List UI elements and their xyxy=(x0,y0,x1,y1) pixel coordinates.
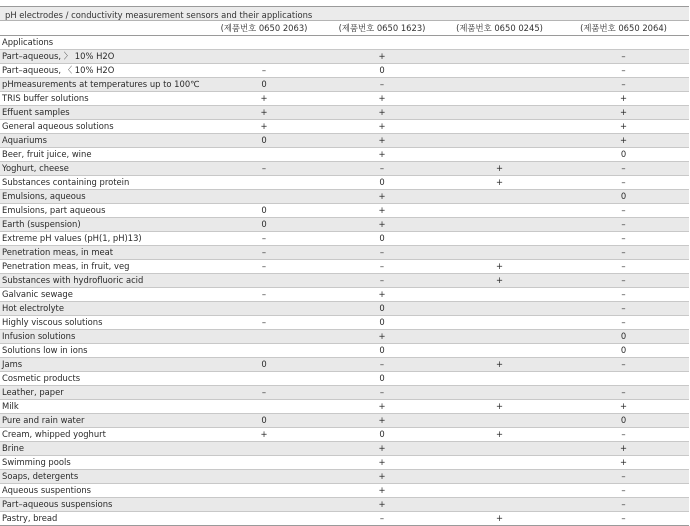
suitability-cell xyxy=(205,484,323,498)
suitability-cell xyxy=(441,498,558,512)
suitability-cell: + xyxy=(323,106,441,120)
suitability-cell xyxy=(441,442,558,456)
suitability-cell: – xyxy=(558,176,689,190)
application-name: Infusion solutions xyxy=(0,330,205,344)
application-name: Pastry, bread xyxy=(0,512,205,526)
suitability-cell: – xyxy=(205,64,323,78)
table-title: pH electrodes / conductivity measurement sensors and their applications xyxy=(0,6,689,21)
suitability-cell: – xyxy=(205,246,323,260)
suitability-cell: 0 xyxy=(323,176,441,190)
suitability-cell xyxy=(205,148,323,162)
suitability-cell xyxy=(441,106,558,120)
suitability-cell: – xyxy=(558,78,689,92)
suitability-cell: + xyxy=(323,120,441,134)
suitability-cell: – xyxy=(558,246,689,260)
table-row xyxy=(0,218,689,232)
table-row xyxy=(0,232,689,246)
suitability-cell xyxy=(441,50,558,64)
suitability-cell: 0 xyxy=(205,204,323,218)
suitability-cell: + xyxy=(205,120,323,134)
application-name: Emulsions, part aqueous xyxy=(0,204,205,218)
suitability-cell: + xyxy=(558,120,689,134)
application-name: Substances containing protein xyxy=(0,176,205,190)
suitability-cell: + xyxy=(558,134,689,148)
suitability-cell xyxy=(441,134,558,148)
table-row xyxy=(0,50,689,64)
application-name: Effuent samples xyxy=(0,106,205,120)
suitability-cell xyxy=(205,274,323,288)
suitability-cell: + xyxy=(323,134,441,148)
application-name: Aqueous suspentions xyxy=(0,484,205,498)
suitability-cell xyxy=(441,302,558,316)
suitability-cell: – xyxy=(323,358,441,372)
suitability-cell xyxy=(205,330,323,344)
table-row xyxy=(0,484,689,498)
suitability-cell xyxy=(205,400,323,414)
suitability-cell xyxy=(205,176,323,190)
table-row xyxy=(0,358,689,372)
application-name: Highly viscous solutions xyxy=(0,316,205,330)
suitability-cell: – xyxy=(205,386,323,400)
suitability-cell: – xyxy=(205,232,323,246)
table-row xyxy=(0,498,689,512)
suitability-cell xyxy=(205,190,323,204)
suitability-cell: – xyxy=(558,162,689,176)
table-row xyxy=(0,330,689,344)
suitability-cell xyxy=(441,246,558,260)
suitability-cell: + xyxy=(441,176,558,190)
table-row xyxy=(0,204,689,218)
suitability-cell: – xyxy=(558,274,689,288)
column-header: (제품번호 0650 1623) xyxy=(323,21,441,36)
suitability-cell xyxy=(441,484,558,498)
suitability-cell: + xyxy=(323,456,441,470)
suitability-cell: – xyxy=(205,260,323,274)
suitability-cell xyxy=(441,78,558,92)
table-row xyxy=(0,456,689,470)
suitability-cell xyxy=(205,470,323,484)
suitability-cell: 0 xyxy=(323,372,441,386)
application-name: Soaps, detergents xyxy=(0,470,205,484)
suitability-cell: + xyxy=(323,442,441,456)
table-row xyxy=(0,246,689,260)
table-row xyxy=(0,176,689,190)
suitability-cell xyxy=(441,330,558,344)
suitability-cell: – xyxy=(558,498,689,512)
application-name: Milk xyxy=(0,400,205,414)
application-name: Jams xyxy=(0,358,205,372)
suitability-cell xyxy=(441,232,558,246)
suitability-cell: 0 xyxy=(205,358,323,372)
suitability-cell: + xyxy=(441,512,558,526)
suitability-cell: + xyxy=(441,358,558,372)
application-name: Emulsions, aqueous xyxy=(0,190,205,204)
suitability-cell xyxy=(558,372,689,386)
table-row xyxy=(0,288,689,302)
table-row xyxy=(0,470,689,484)
suitability-cell: 0 xyxy=(323,428,441,442)
suitability-cell: – xyxy=(558,428,689,442)
suitability-cell: – xyxy=(558,358,689,372)
suitability-cell: + xyxy=(558,106,689,120)
suitability-cell xyxy=(441,92,558,106)
suitability-cell: + xyxy=(323,148,441,162)
suitability-cell: – xyxy=(558,302,689,316)
application-name: Pure and rain water xyxy=(0,414,205,428)
suitability-cell: 0 xyxy=(558,148,689,162)
section-row xyxy=(0,36,689,50)
suitability-cell: + xyxy=(323,190,441,204)
table-row xyxy=(0,344,689,358)
table-row xyxy=(0,372,689,386)
suitability-cell: + xyxy=(441,400,558,414)
suitability-cell xyxy=(441,386,558,400)
suitability-cell: – xyxy=(323,512,441,526)
suitability-cell: + xyxy=(205,106,323,120)
application-name: Cosmetic products xyxy=(0,372,205,386)
application-name: Hot electrolyte xyxy=(0,302,205,316)
suitability-cell: – xyxy=(558,204,689,218)
suitability-cell xyxy=(441,344,558,358)
suitability-cell xyxy=(441,456,558,470)
table-row xyxy=(0,414,689,428)
suitability-cell: – xyxy=(323,274,441,288)
suitability-cell: – xyxy=(558,512,689,526)
table-row xyxy=(0,386,689,400)
application-name: Penetration meas, in fruit, veg xyxy=(0,260,205,274)
suitability-cell xyxy=(441,414,558,428)
suitability-cell: 0 xyxy=(323,316,441,330)
suitability-cell: – xyxy=(558,218,689,232)
table-row xyxy=(0,442,689,456)
suitability-cell xyxy=(205,50,323,64)
application-name: Part–aqueous, 〈 10% H2O xyxy=(0,64,205,78)
application-name: Galvanic sewage xyxy=(0,288,205,302)
suitability-cell: – xyxy=(323,78,441,92)
application-name: Yoghurt, cheese xyxy=(0,162,205,176)
table-row xyxy=(0,316,689,330)
application-name: TRIS buffer solutions xyxy=(0,92,205,106)
suitability-cell xyxy=(441,316,558,330)
suitability-cell xyxy=(205,372,323,386)
suitability-cell: + xyxy=(205,428,323,442)
table-row xyxy=(0,120,689,134)
document xyxy=(0,6,689,526)
suitability-cell xyxy=(441,372,558,386)
suitability-cell: 0 xyxy=(558,344,689,358)
suitability-cell: 0 xyxy=(323,64,441,78)
applications-table xyxy=(0,21,689,526)
suitability-cell: – xyxy=(558,316,689,330)
suitability-cell: 0 xyxy=(205,218,323,232)
suitability-cell: + xyxy=(558,442,689,456)
suitability-cell: 0 xyxy=(205,414,323,428)
column-header: (제품번호 0650 2063) xyxy=(205,21,323,36)
suitability-cell: + xyxy=(441,162,558,176)
application-name: Swimming pools xyxy=(0,456,205,470)
suitability-cell xyxy=(441,204,558,218)
suitability-cell xyxy=(205,302,323,316)
suitability-cell: + xyxy=(323,498,441,512)
suitability-cell xyxy=(205,344,323,358)
suitability-cell: – xyxy=(558,64,689,78)
suitability-cell: – xyxy=(558,470,689,484)
suitability-cell xyxy=(441,470,558,484)
table-row xyxy=(0,428,689,442)
suitability-cell: + xyxy=(558,400,689,414)
suitability-cell: + xyxy=(558,456,689,470)
suitability-cell: + xyxy=(323,218,441,232)
suitability-cell: 0 xyxy=(205,134,323,148)
column-header: (제품번호 0650 2064) xyxy=(558,21,689,36)
application-name: Substances with hydrofluoric acid xyxy=(0,274,205,288)
suitability-cell xyxy=(205,456,323,470)
application-name: General aqueous solutions xyxy=(0,120,205,134)
table-row xyxy=(0,302,689,316)
suitability-cell: – xyxy=(323,260,441,274)
suitability-cell: + xyxy=(441,274,558,288)
suitability-cell xyxy=(205,442,323,456)
application-name: Aquariums xyxy=(0,134,205,148)
suitability-cell: + xyxy=(323,50,441,64)
application-name: Part–aqueous suspensions xyxy=(0,498,205,512)
suitability-cell: 0 xyxy=(323,302,441,316)
application-name: Cream, whipped yoghurt xyxy=(0,428,205,442)
application-name: Earth (suspension) xyxy=(0,218,205,232)
suitability-cell: + xyxy=(205,92,323,106)
application-name: Extreme pH values (pH(1, pH)13) xyxy=(0,232,205,246)
suitability-cell: + xyxy=(323,288,441,302)
column-header xyxy=(0,21,205,36)
table-row xyxy=(0,162,689,176)
table-row xyxy=(0,400,689,414)
suitability-cell: + xyxy=(323,470,441,484)
suitability-cell xyxy=(441,64,558,78)
suitability-cell: + xyxy=(558,92,689,106)
suitability-cell: – xyxy=(323,162,441,176)
table-row xyxy=(0,64,689,78)
suitability-cell: + xyxy=(323,330,441,344)
suitability-cell: – xyxy=(323,386,441,400)
suitability-cell: + xyxy=(441,260,558,274)
application-name: Brine xyxy=(0,442,205,456)
suitability-cell: + xyxy=(441,428,558,442)
suitability-cell: – xyxy=(558,260,689,274)
suitability-cell: – xyxy=(205,162,323,176)
suitability-cell: 0 xyxy=(323,232,441,246)
table-row xyxy=(0,92,689,106)
suitability-cell: – xyxy=(205,288,323,302)
suitability-cell xyxy=(205,512,323,526)
application-name: Beer, fruit juice, wine xyxy=(0,148,205,162)
suitability-cell: + xyxy=(323,400,441,414)
header-row xyxy=(0,21,689,36)
suitability-cell: – xyxy=(558,386,689,400)
table-row xyxy=(0,148,689,162)
suitability-cell xyxy=(441,190,558,204)
table-row xyxy=(0,512,689,526)
suitability-cell xyxy=(441,148,558,162)
suitability-cell xyxy=(205,498,323,512)
suitability-cell xyxy=(441,288,558,302)
suitability-cell: + xyxy=(323,414,441,428)
table-row xyxy=(0,190,689,204)
suitability-cell: + xyxy=(323,92,441,106)
suitability-cell: – xyxy=(558,50,689,64)
table-row xyxy=(0,260,689,274)
suitability-cell xyxy=(441,120,558,134)
suitability-cell: + xyxy=(323,204,441,218)
suitability-cell: 0 xyxy=(323,344,441,358)
application-name: pHmeasurements at temperatures up to 100℃ xyxy=(0,78,205,92)
application-name: Solutions low in ions xyxy=(0,344,205,358)
column-header: (제품번호 0650 0245) xyxy=(441,21,558,36)
suitability-cell: 0 xyxy=(558,414,689,428)
table-row xyxy=(0,274,689,288)
suitability-cell: – xyxy=(558,232,689,246)
table-row xyxy=(0,134,689,148)
suitability-cell: 0 xyxy=(558,330,689,344)
suitability-cell xyxy=(441,218,558,232)
suitability-cell: – xyxy=(558,484,689,498)
suitability-cell: – xyxy=(558,288,689,302)
suitability-cell: + xyxy=(323,484,441,498)
suitability-cell: – xyxy=(205,316,323,330)
table-row xyxy=(0,106,689,120)
suitability-cell: 0 xyxy=(558,190,689,204)
suitability-cell: 0 xyxy=(205,78,323,92)
application-name: Penetration meas, in meat xyxy=(0,246,205,260)
application-name: Part–aqueous, 〉 10% H2O xyxy=(0,50,205,64)
section-label: Applications xyxy=(0,36,205,50)
application-name: Leather, paper xyxy=(0,386,205,400)
suitability-cell: – xyxy=(323,246,441,260)
table-row xyxy=(0,78,689,92)
